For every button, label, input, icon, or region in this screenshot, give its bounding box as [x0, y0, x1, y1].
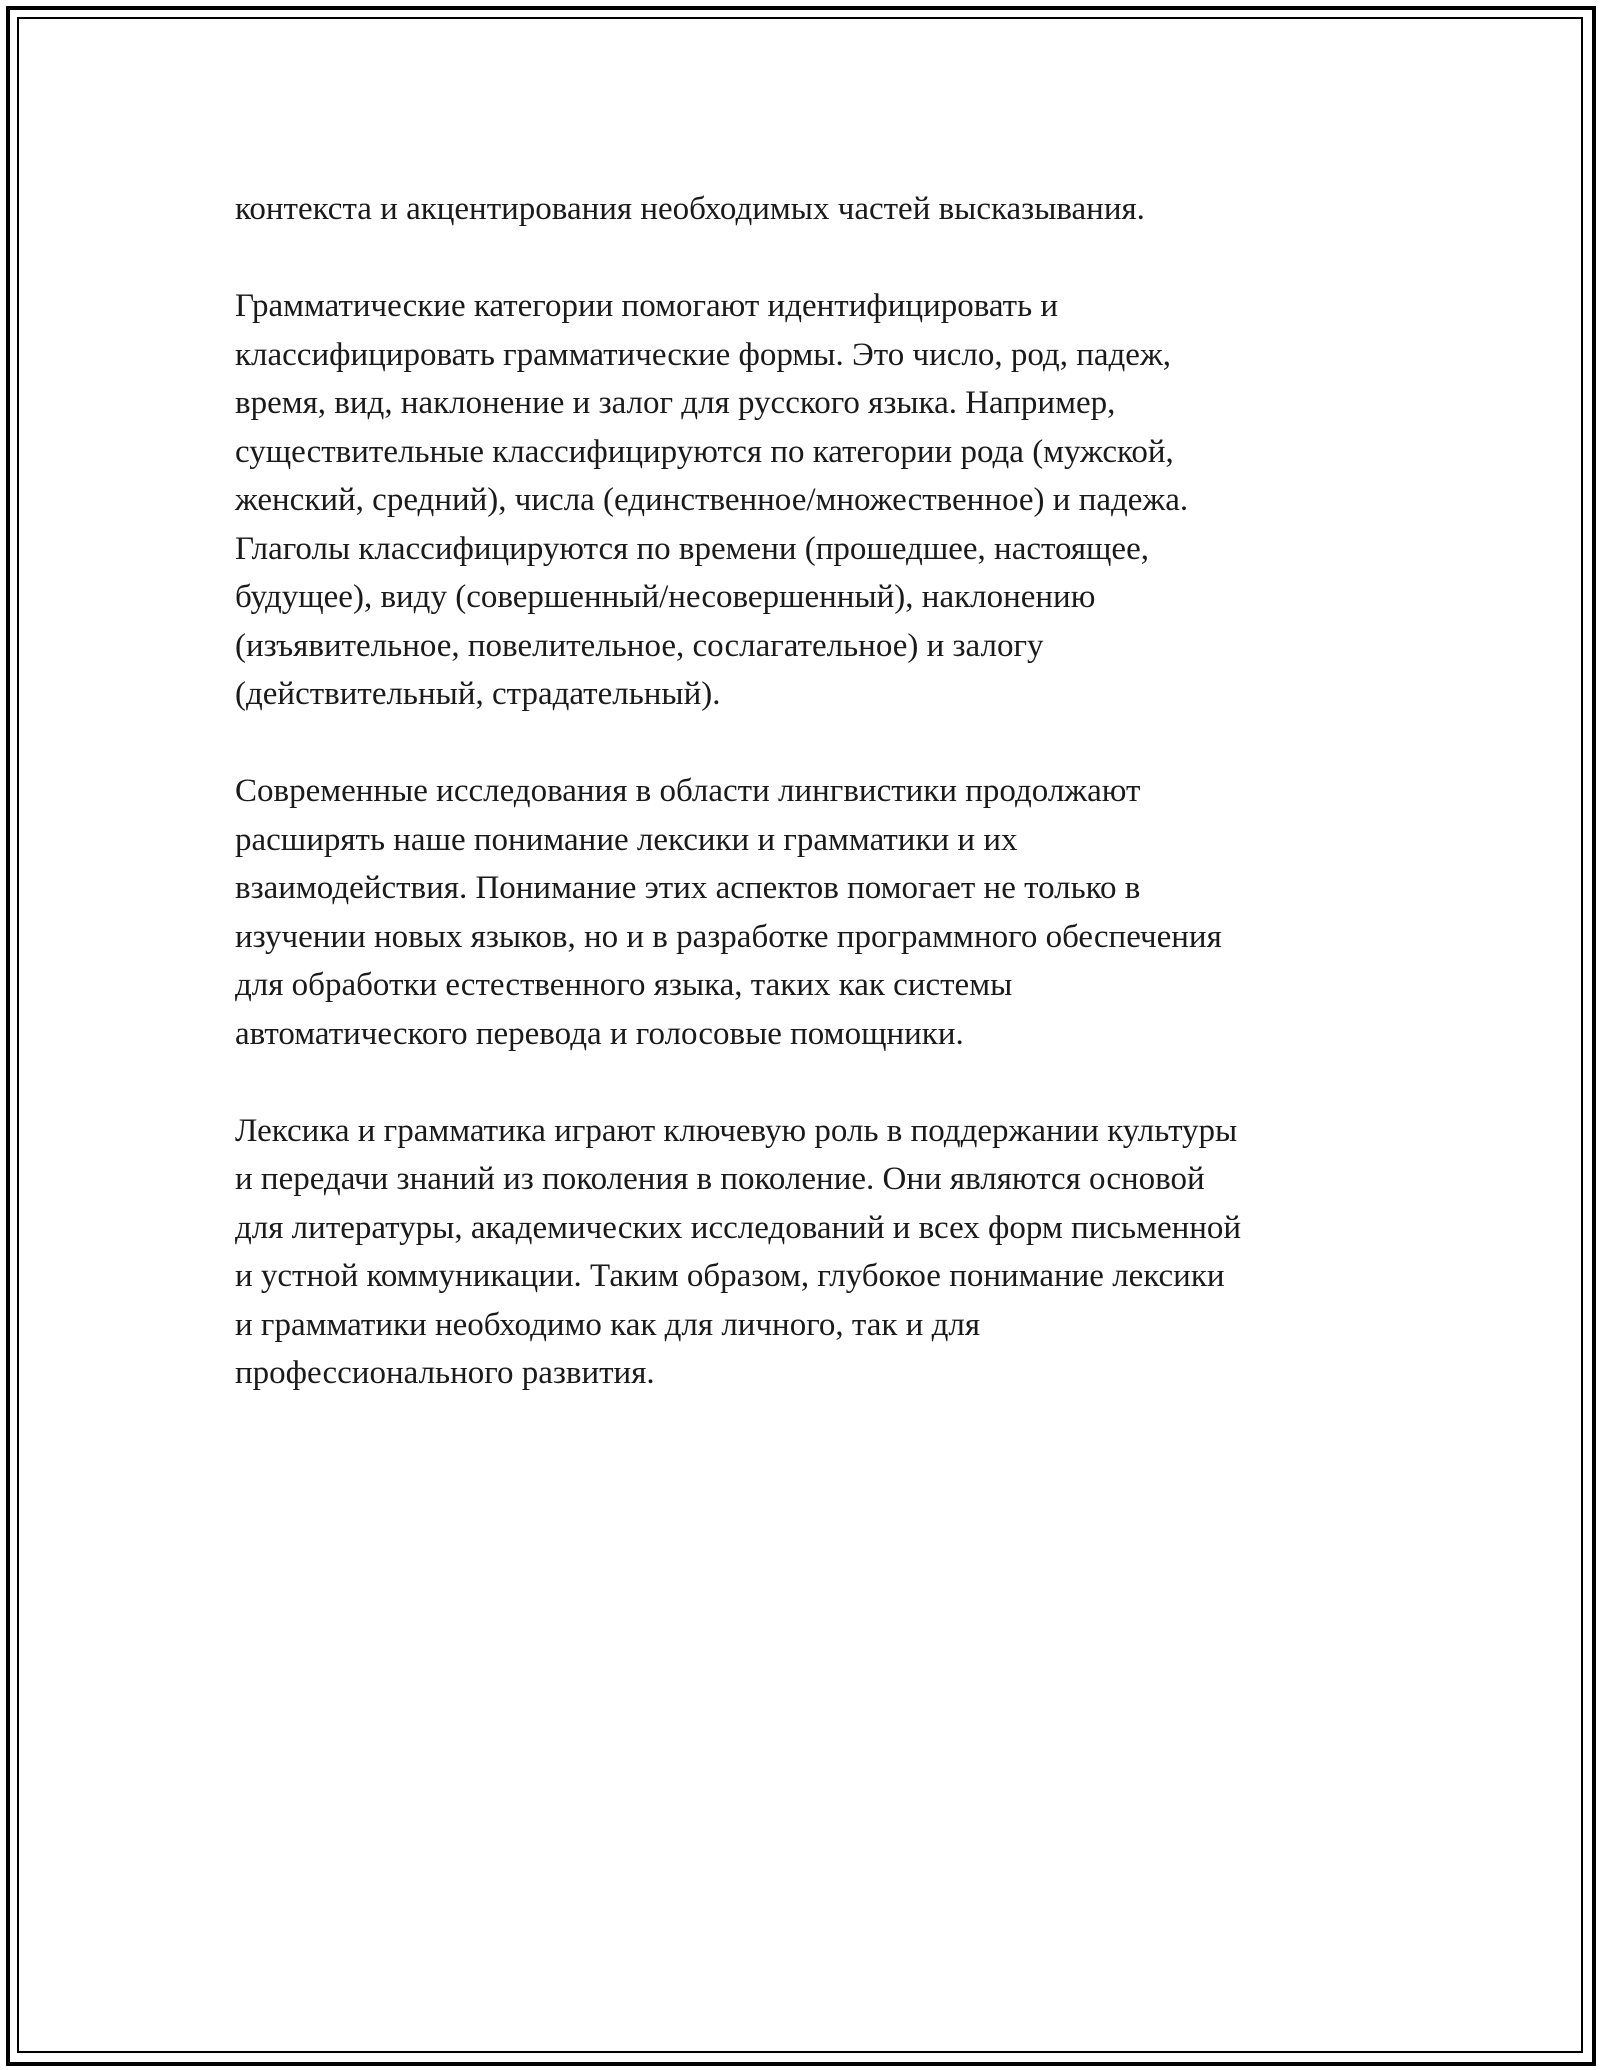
text-line: профессионального развития. [235, 1355, 655, 1391]
text-line: контекста и акцентирования необходимых частей высказывания. [235, 191, 1145, 227]
text-line: женский, средний), числа (единственное/множественное) и падежа. [235, 482, 1189, 518]
text-line: и устной коммуникации. Таким образом, глубокое понимание лексики [235, 1258, 1225, 1294]
text-line: для обработки естественного языка, таких как системы [235, 967, 1013, 1003]
text-line: и передачи знаний из поколения в поколение. Они являются основой [235, 1161, 1205, 1197]
text-line: существительные классифицируются по категории рода (мужской, [235, 433, 1174, 470]
text-line: Грамматические категории помогают идентифицировать и [235, 288, 1059, 324]
paragraph-modern-research [235, 767, 1395, 1058]
text-line: для литературы, академических исследований и всех форм письменной [235, 1209, 1242, 1246]
text-line: расширять наше понимание лексики и грамматики и их [235, 821, 1018, 858]
paragraph-continuation [235, 185, 1395, 234]
text-line: взаимодействия. Понимание этих аспектов помогает не только в [235, 870, 1141, 906]
paragraph-grammatical-categories [235, 282, 1395, 719]
paragraph-culture-role [235, 1107, 1395, 1398]
text-line: (изъявительное, повелительное, сослагательное) и залогу [235, 627, 1044, 664]
text-line: изучении новых языков, но и в разработке программного обеспечения [235, 918, 1222, 955]
text-line: время, вид, наклонение и залог для русского языка. Например, [235, 385, 1116, 421]
text-line: классифицировать грамматические формы. Это число, род, падеж, [235, 336, 1171, 373]
text-line: Глаголы классифицируются по времени (прошедшее, настоящее, [235, 530, 1149, 567]
text-line: автоматического перевода и голосовые помощники. [235, 1015, 964, 1052]
text-line: Современные исследования в области лингвистики продолжают [235, 773, 1141, 809]
text-line: и грамматики необходимо как для личного, так и для [235, 1306, 981, 1343]
text-line: будущее), виду (совершенный/несовершенный), наклонению [235, 579, 1096, 615]
text-line: (действительный, страдательный). [235, 676, 721, 712]
text-line: Лексика и грамматика играют ключевую роль в поддержании культуры [235, 1112, 1238, 1149]
body-text [235, 185, 1395, 1446]
